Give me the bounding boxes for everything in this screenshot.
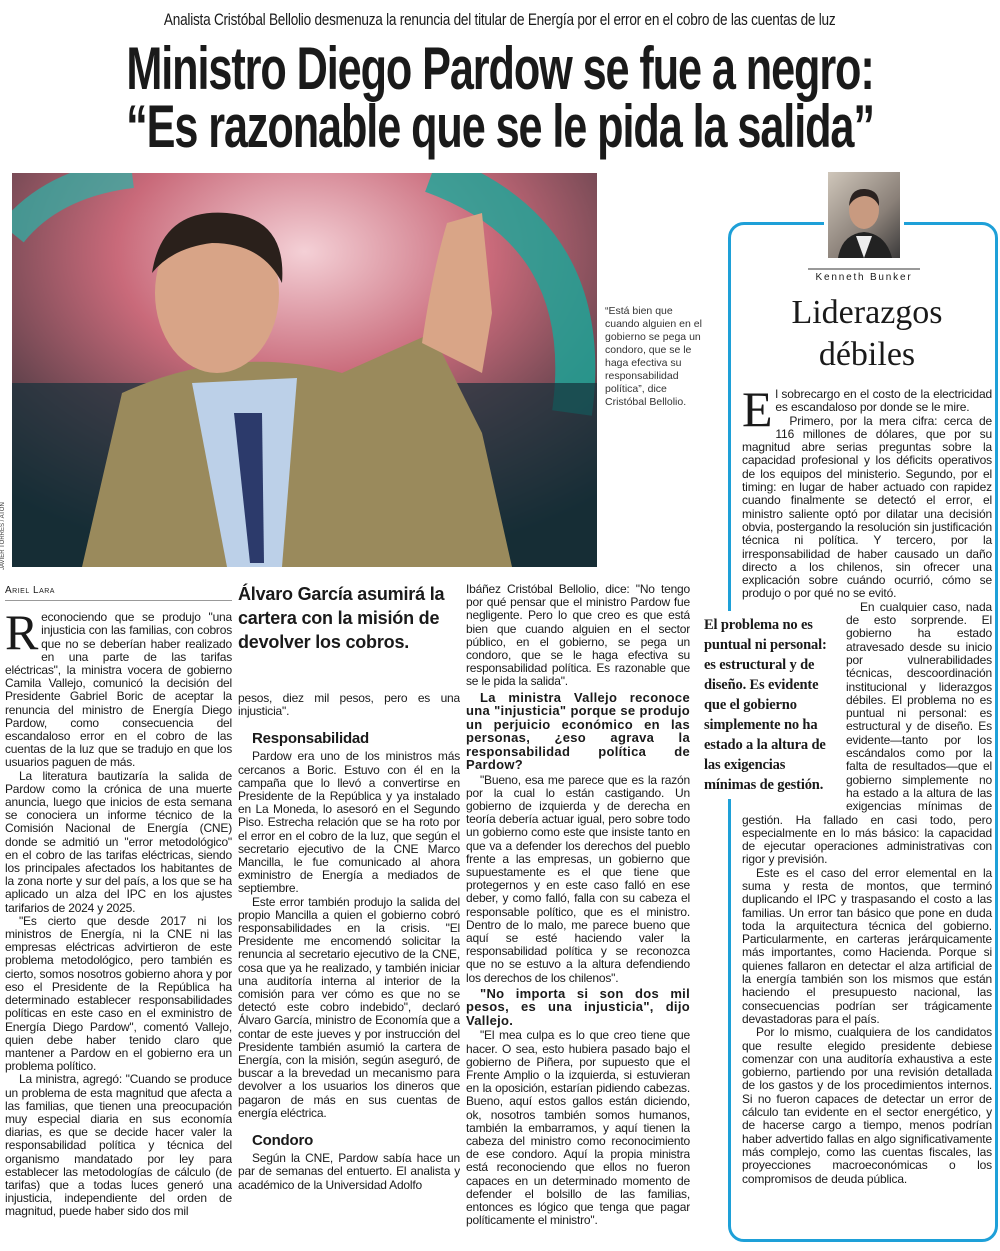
deck: Álvaro García asumirá la cartera con la misión de devolver los cobros. — [238, 584, 445, 652]
author-photo — [828, 172, 900, 258]
opinion-paragraph: Por lo mismo, cualquiera de los candidatos que resulte elegido presidente debiese comenzar con una auditoría exhaustiva a este gobierno, partiendo por una revisión detallada de los gastos y de los procedimientos internos. Si no fueron capaces de detectar un error de cálculo tan evidente en el sector energético, y de hacerse cargo a tiempo, menos podrían haber advertido fallas en algo significativamente más complejo, como las cuentas fiscales, las proyecciones macroeconómicas o los compromisos de deuda pública. — [742, 1025, 992, 1186]
author-headshot — [824, 172, 904, 260]
article-paragraph: Este error también produjo la salida del propio Mancilla a quien el gobierno cobró responsabilidades en la crisis. "El Presidente me encomendó solicitar la renuncia al secretario ejecutivo de la CNE, cosa que ya he realizado, y también iniciar una auditoría interna al interior de la comisión para ver cómo es que no se detectó este cobro indebido", declaró Álvaro García, ministro de Economía que a contar de este jueves y por instrucción del Presidente también asumió la cartera de Energía, con la misión, según aseguró, de buscar a la brevedad un mecanismo para devolver a los usuarios los dineros que pagaron de más en sus cuentas de energía eléctrica. — [238, 894, 460, 1120]
byline: Ariel Lara — [5, 584, 232, 601]
headline — [0, 35, 1000, 160]
opinion-author: Kenneth Bunker — [808, 268, 920, 283]
article-column-3 — [466, 583, 690, 1251]
interview-answer: "Bueno, esa me parece que es la razón por la cual lo están castigando. Un gobierno de izquierda y de derecha en teoría debería actuar igual, pero sobre todo un gobierno como este que insiste tanto en que va a defender los derechos del pueblo frente a las empresas, un gobierno que supuestamente es el que tiene que protegernos y en este caso falló en ese deber, y como falló, falla con su cabeza el responsable político, que es el ministro. Dentro de lo malo, me parece bueno que aquí se esté haciendo valer la responsabilidad política y se reconozca que no se estuvo a la altura defendiendo los derechos de los chilenos". — [466, 772, 690, 985]
photo-credit: JAVIER TORRES / ATON — [0, 502, 6, 570]
opinion-paragraph: Este es el caso del error elemental en la suma y resta de montos, que terminó duplicando el IPC y traspasando el costo a las familias. Un error tan básico que pone en duda toda la arquitectura técnica del gobierno. Particularmente, en carteras jerárquicamente más importantes, como Hacienda. Porque si quienes fallaron en detectar el alza artificial de la energía también son los mismos que están haciendo el presupuesto nacional, las consecuencias podrían ser trágicamente devastadoras para el país. — [742, 865, 992, 1026]
article-paragraph: "Es cierto que desde 2017 ni los ministros de Energía, ni la CNE ni las empresas eléctricas advirtieron de este problema metodológico, pero también es cierto, somos nosotros gobierno ahora y por eso el Presidente de la República ha determinado establecer responsabilidades políticas en este caso en el exministro de Energía Diego Pardow", comentó Vallejo, quien debe haber tenido claro que mantener a Pardow en el gobierno era un problema político. — [5, 913, 232, 1074]
pull-quote: El problema no es puntual ni personal: es estructural y de diseño. Es evidente que el gobierno simplemente no ha estado a la altura de las exigencias mínimas de gestión. — [704, 611, 836, 799]
article-paragraph: La ministra, agregó: "Cuando se produce un problema de esta magnitud que afecta a las familias, que tienen una preocupación muy especial diaria en sus economía diarias, es que se decide hacer valer la responsabilidad política y técnica del organismo mandatado por ley para establecer las metodologías de cálculo (de tarifas) que a todas luces generó una injusticia, independiente del orden de magnitud, puede haber sido dos mil — [5, 1072, 232, 1219]
article-paragraph: Ibáñez Cristóbal Bellolio, dice: "No tengo por qué pensar que el ministro Pardow fue negligente. Pero lo que creo es que está bien que cuando alguien en el sector público, en el gobierno, se pega un condoro, que se le haga efectiva su responsabilidad política. Es razonable que se le pida la salida". — [466, 583, 690, 689]
headline-line-1: Ministro Diego Pardow se fue a negro: — [126, 35, 874, 102]
interview-answer: "El mea culpa es lo que creo tiene que hacer. O sea, esto hubiera pasado bajo el gobierno de Piñera, por supuesto que el Frente Amplio o la izquierda, si estuvieran en la oposición, estarían pidiendo cabezas. Bueno, aquí estos gallos están diciendo, ok, nosotros también somos humanos, también la embarramos, y aquí tienen la cabeza del ministro como reconocimiento de ese condoro. Aquí la propia ministra está reconociendo que ellos no fueron capaces en un determinado momento de defender el bolsillo de las familias, entonces es lógico que tenga que pagar políticamente el ministro". — [466, 1028, 690, 1228]
article-column-2 — [238, 582, 460, 1250]
interview-question: La ministra Vallejo reconoce una "injusticia" porque se produjo un perjuicio económico en las personas, ¿eso agrava la responsabilidad política de Pardow? — [466, 689, 690, 773]
article-paragraph: Según la CNE, Pardow sabía hace un par de semanas del entuerto. El analista y académico de la Universidad Adolfo — [238, 1151, 460, 1192]
headline-line-2: “Es razonable que se le pida la salida” — [126, 93, 874, 160]
photo-illustration — [12, 173, 597, 567]
opinion-paragraph: Primero, por la mera cifra: cerca de 116 millones de dólares, que por su magnitud abre serias preguntas sobre la capacidad profesional y los déficits operativos de los equipos del ministerio. Segundo, por el timing: en lugar de haber actuado con rapidez cuando finalmente se detectó el error, el ministro saliente optó por dilatar una decisión obvia, postergando la resolución sin justificación técnica ni política. Y tercero, por la irresponsabilidad de haber causado un daño directo a los chilenos, sin ofrecer una explicación sobre cuándo ocurrió, cómo se produjo o por qué no se evitó. — [742, 413, 992, 601]
drop-cap: R — [5, 604, 39, 661]
article-paragraph: Pardow era uno de los ministros más cercanos a Boric. Estuvo con él en la campaña que lo llevó a convertirse en Presidente de la República y ya instalado en La Moneda, lo asesoró en el Segundo Piso. Estrecha relación que se ha roto por el error en el cobro de la luz, que según el secretario ejecutivo de la CNE Marco Mancilla, le fue comunicado al ahora exministro de Energía a mediados de septiembre. — [238, 749, 460, 896]
kicker-text: Analista Cristóbal Bellolio desmenuza la renuncia del titular de Energía por el error en el cobro de las cuentas de luz — [164, 10, 836, 29]
paragraph-text: econociendo que se produjo "una injusticia con las familias, con cobros que no se deberían haber realizado en una parte de las tarifas eléctricas", la ministra vocera de gobierno Camila Vallejo, comunicó la decisión del Presidente Gabriel Boric de aceptar la renuncia del ministro de Energía Diego Pardow, como consecuencia del escandaloso error en el cobro de las cuentas de la luz que se tradujo en que los usuarios paguen de más. — [5, 610, 232, 770]
subhead-responsabilidad: Responsabilidad — [252, 730, 370, 748]
subhead-condoro: Condoro — [252, 1132, 314, 1150]
article-paragraph: La literatura bautizaría la salida de Pardow como la crónica de una muerte anuncia, luego que inicios de esta semana se conociera un informe técnico de la Comisión Nacional de Energía (CNE) donde se admitió un "error metodológico" en el cobro de las tarifas eléctricas, siendo los principales afectados los habitantes de la zona norte y sur del país, a los que se ha aplicado un alza del IPC en los ajustes tarifarios de 2024 y 2025. — [5, 768, 232, 915]
article-paragraph: pesos, diez mil pesos, pero es una injusticia". — [238, 691, 460, 719]
photo-caption: “Está bien que cuando alguien en el gobierno se pega un condoro, que se le haga efectiva su responsabilidad política”, dice Cristóbal Bellolio. — [605, 305, 702, 408]
headshot-illustration — [828, 172, 900, 258]
paragraph-text: l sobrecargo en el costo de la electricidad es escandaloso por donde se le mire. — [775, 387, 992, 415]
opinion-title: Liderazgos débiles — [791, 294, 943, 373]
opinion-body — [704, 381, 992, 1186]
interview-question: "No importa si son dos mil pesos, es una injusticia", dijo Vallejo. — [466, 985, 690, 1028]
drop-cap: E — [742, 381, 773, 437]
opinion-paragraph — [742, 381, 992, 437]
article-column-1 — [5, 580, 232, 1248]
kicker — [0, 10, 1000, 30]
article-paragraph — [5, 604, 232, 770]
opinion-paragraph: En cualquier caso, nada de esto sorprende. El gobierno ha estado atravesado desde su inicio por vulnerabilidades técnicas, descoordinación institucional y liderazgos débiles. El problema no es puntual ni personal: es estructural y de diseño. Es evidente—tanto por los escándalos como por la falta de resultados—que el gobierno simplemente no ha estado a la altura de las exigencias mínimas de gestión. Ha fallado en casi todo, pero especialmente en lo más básico: la capacidad de ejecutar operaciones administrativas con rigor y previsión. — [742, 599, 992, 867]
main-photo — [12, 173, 597, 567]
